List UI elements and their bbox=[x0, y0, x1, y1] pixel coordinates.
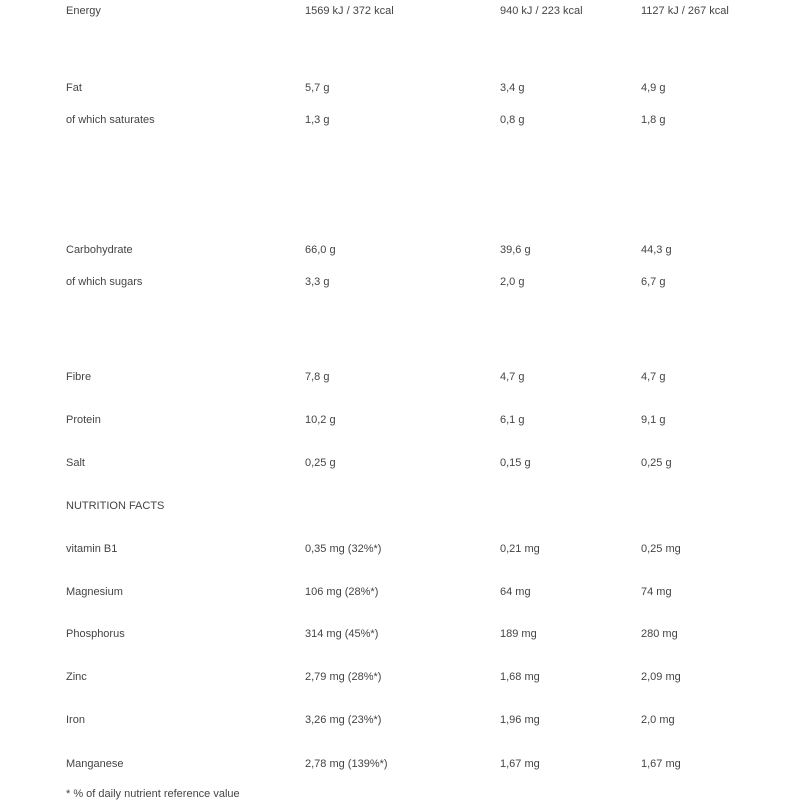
row-label: of which saturates bbox=[66, 114, 155, 126]
row-value-2: 0,8 g bbox=[500, 114, 525, 126]
row-label: Magnesium bbox=[66, 586, 123, 598]
row-value-3: 4,7 g bbox=[641, 371, 666, 383]
row-value-3: 2,09 mg bbox=[641, 671, 681, 683]
row-value-2: 3,4 g bbox=[500, 82, 525, 94]
section-title: NUTRITION FACTS bbox=[66, 500, 165, 512]
row-value-3: 2,0 mg bbox=[641, 714, 675, 726]
table-row bbox=[0, 584, 800, 600]
row-value-2: 1,96 mg bbox=[500, 714, 540, 726]
row-value-2: 4,7 g bbox=[500, 371, 525, 383]
row-value-3: 74 mg bbox=[641, 586, 672, 598]
table-row bbox=[0, 455, 800, 471]
row-label: Energy bbox=[66, 5, 101, 17]
row-value-3: 9,1 g bbox=[641, 414, 666, 426]
row-value-3: 1127 kJ / 267 kcal bbox=[641, 5, 729, 17]
row-label: Salt bbox=[66, 457, 85, 469]
row-value-3: 0,25 mg bbox=[641, 543, 681, 555]
table-row bbox=[0, 3, 800, 19]
row-value-3: 6,7 g bbox=[641, 276, 666, 288]
table-row bbox=[0, 369, 800, 385]
row-label: Manganese bbox=[66, 758, 124, 770]
table-row bbox=[0, 756, 800, 772]
row-value-1: 0,25 g bbox=[305, 457, 336, 469]
table-row bbox=[0, 541, 800, 557]
row-label: Phosphorus bbox=[66, 628, 125, 640]
row-label: Carbohydrate bbox=[66, 244, 133, 256]
row-label: Protein bbox=[66, 414, 101, 426]
row-value-3: 4,9 g bbox=[641, 82, 666, 94]
table-row bbox=[0, 669, 800, 685]
table-row bbox=[0, 412, 800, 428]
row-value-1: 3,3 g bbox=[305, 276, 330, 288]
row-value-1: 2,78 mg (139%*) bbox=[305, 758, 388, 770]
row-value-1: 2,79 mg (28%*) bbox=[305, 671, 382, 683]
row-value-2: 0,15 g bbox=[500, 457, 531, 469]
table-row bbox=[0, 80, 800, 96]
table-row bbox=[0, 112, 800, 128]
table-row bbox=[0, 712, 800, 728]
row-label: Iron bbox=[66, 714, 85, 726]
row-value-3: 1,67 mg bbox=[641, 758, 681, 770]
row-label: of which sugars bbox=[66, 276, 143, 288]
row-value-1: 106 mg (28%*) bbox=[305, 586, 379, 598]
row-value-2: 1,67 mg bbox=[500, 758, 540, 770]
row-value-1: 3,26 mg (23%*) bbox=[305, 714, 382, 726]
row-value-3: 44,3 g bbox=[641, 244, 672, 256]
row-value-2: 0,21 mg bbox=[500, 543, 540, 555]
row-label: Fibre bbox=[66, 371, 92, 383]
row-value-3: 280 mg bbox=[641, 628, 678, 640]
table-row bbox=[0, 626, 800, 642]
row-value-1: 314 mg (45%*) bbox=[305, 628, 379, 640]
row-label: Fat bbox=[66, 82, 82, 94]
row-value-2: 1,68 mg bbox=[500, 671, 540, 683]
row-value-2: 2,0 g bbox=[500, 276, 525, 288]
footnote: * % of daily nutrient reference value bbox=[66, 788, 240, 800]
row-value-2: 6,1 g bbox=[500, 414, 525, 426]
row-value-1: 66,0 g bbox=[305, 244, 336, 256]
row-value-3: 0,25 g bbox=[641, 457, 672, 469]
table-row bbox=[0, 274, 800, 290]
row-value-2: 940 kJ / 223 kcal bbox=[500, 5, 583, 17]
row-value-1: 5,7 g bbox=[305, 82, 330, 94]
row-label: vitamin B1 bbox=[66, 543, 118, 555]
row-value-1: 7,8 g bbox=[305, 371, 330, 383]
table-row bbox=[0, 242, 800, 258]
row-value-3: 1,8 g bbox=[641, 114, 666, 126]
row-value-2: 39,6 g bbox=[500, 244, 531, 256]
row-value-1: 10,2 g bbox=[305, 414, 336, 426]
row-value-1: 1569 kJ / 372 kcal bbox=[305, 5, 394, 17]
row-value-2: 64 mg bbox=[500, 586, 531, 598]
row-value-1: 1,3 g bbox=[305, 114, 330, 126]
row-value-1: 0,35 mg (32%*) bbox=[305, 543, 382, 555]
row-label: Zinc bbox=[66, 671, 87, 683]
row-value-2: 189 mg bbox=[500, 628, 537, 640]
